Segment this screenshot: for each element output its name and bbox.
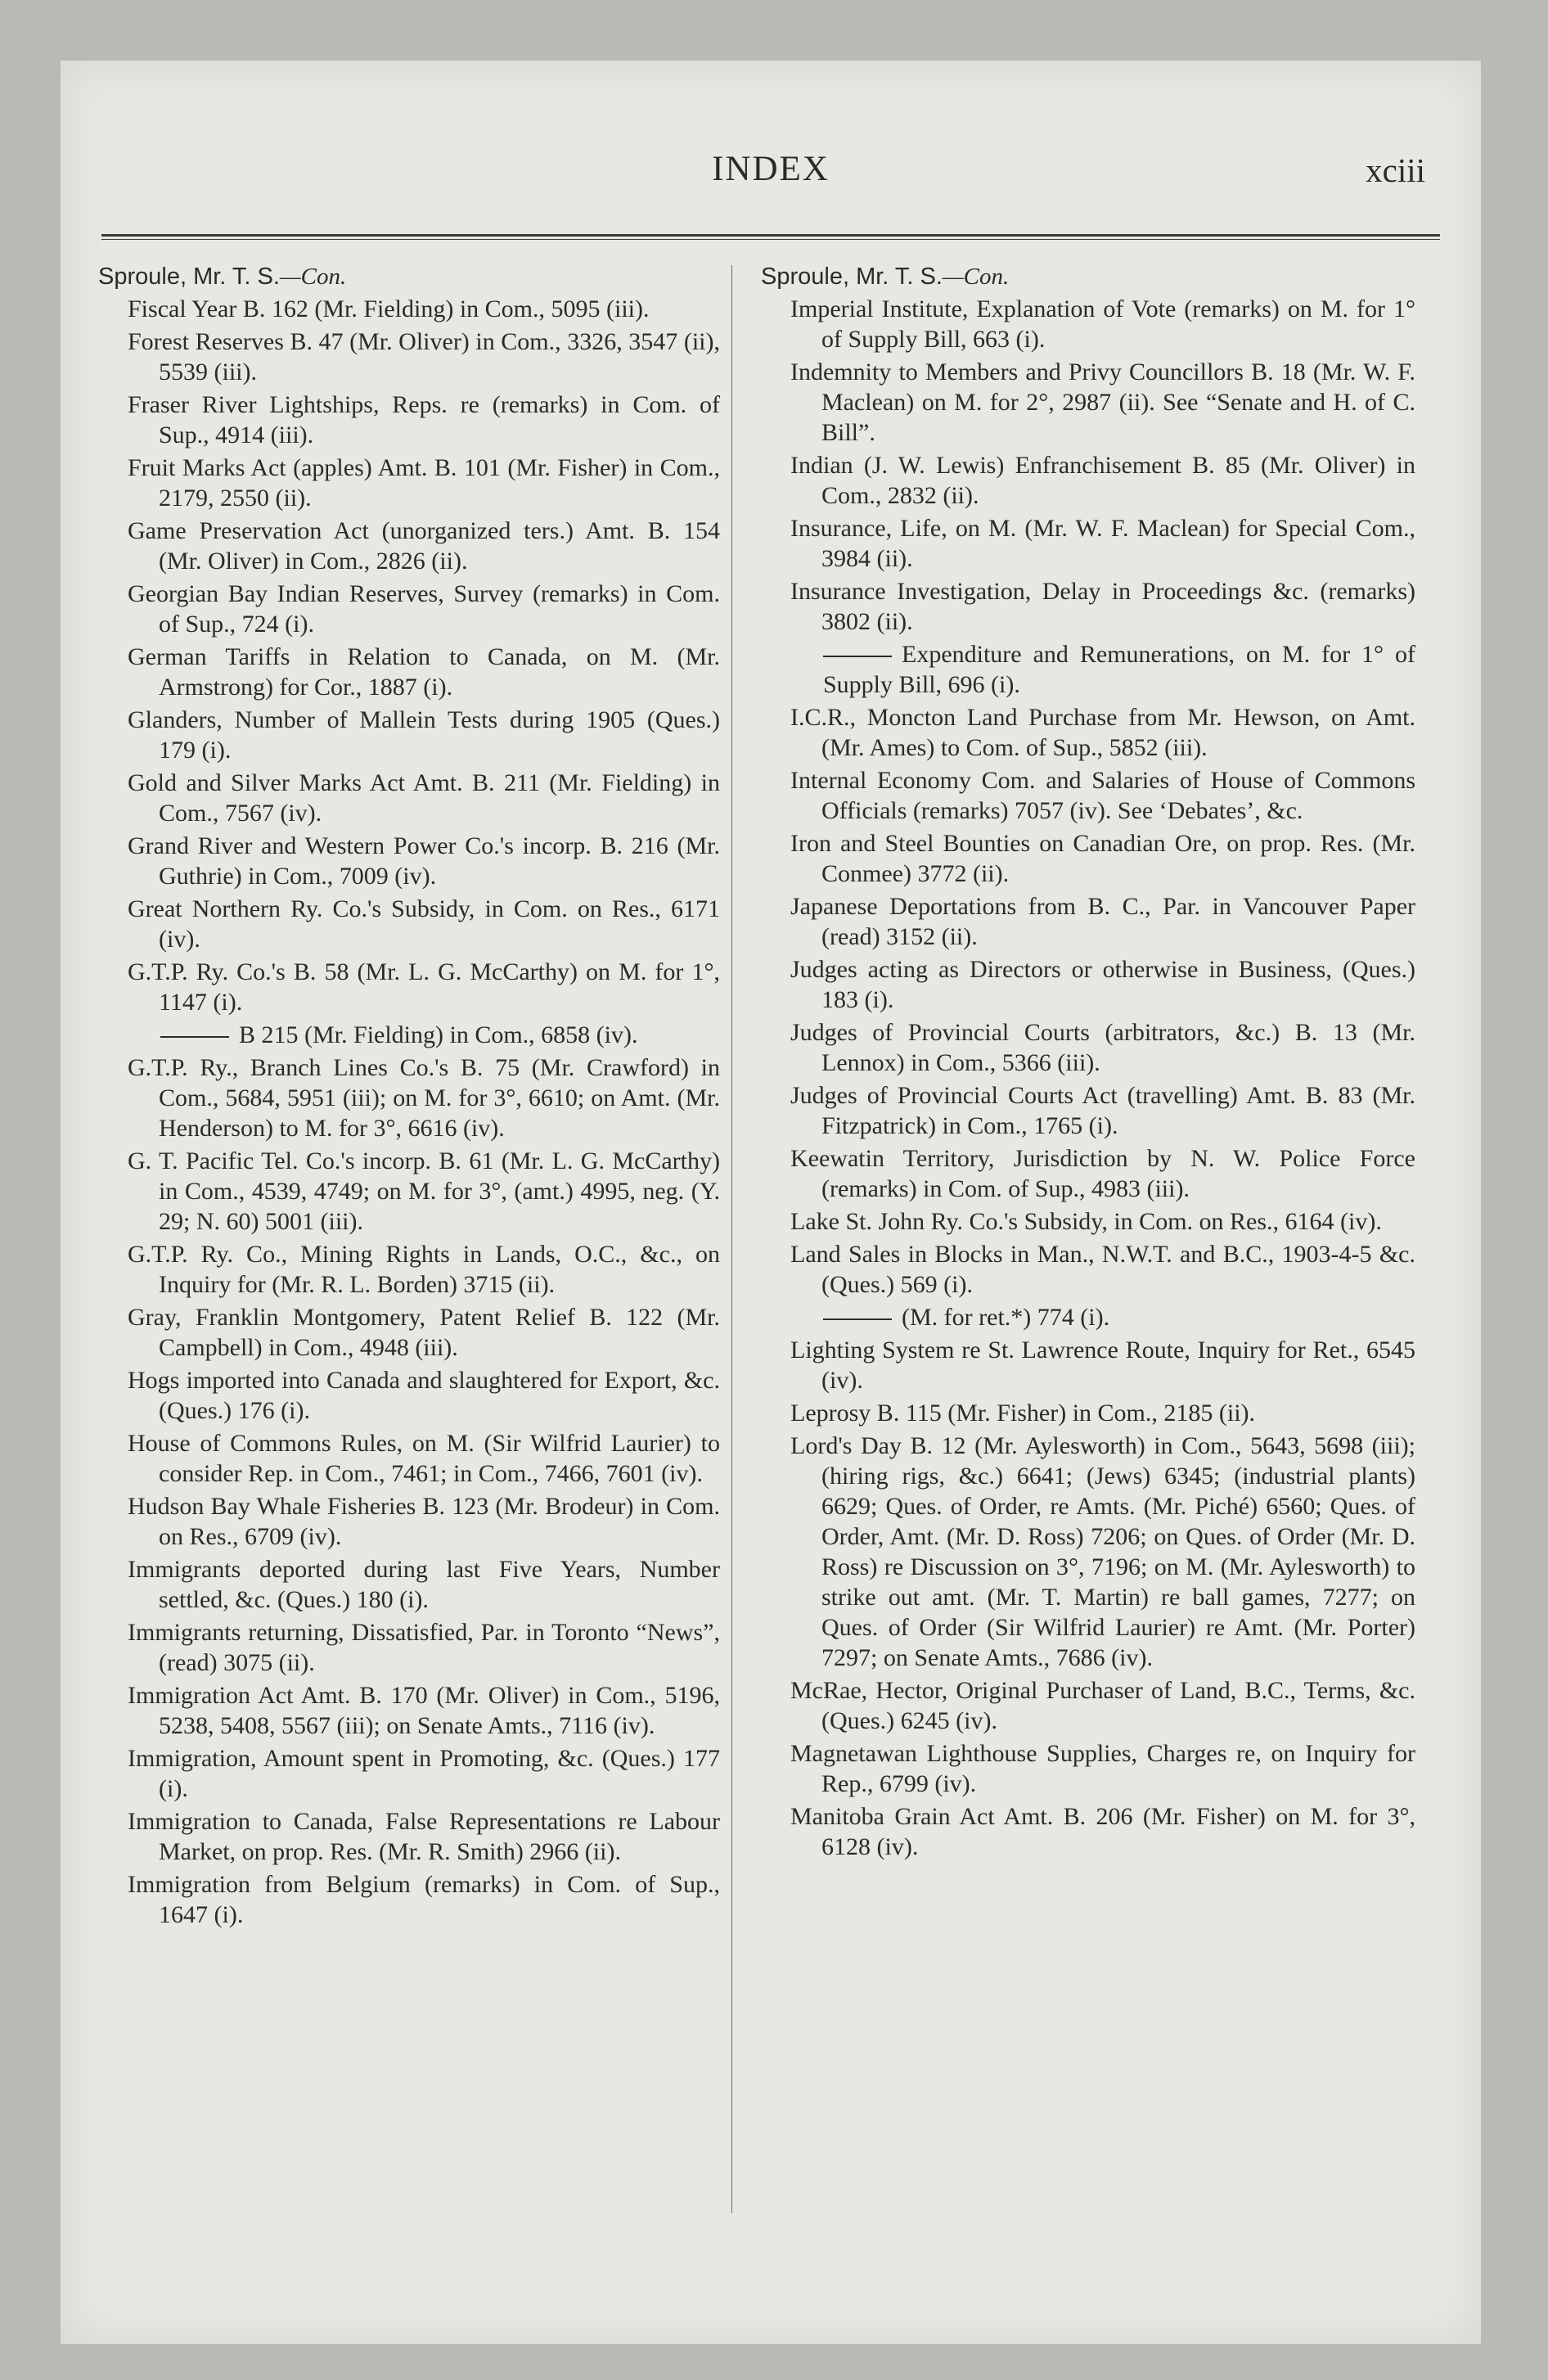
heading-name: Sproule, Mr. T. S. [98,264,280,290]
index-entry: Indemnity to Members and Privy Councillors B. 18 (Mr. W. F. Maclean) on M. for 2°, 2987 (ii). See “Senate and H. of C. Bill”. [790,358,1415,446]
page-number: xciii [1366,151,1425,189]
index-entry: G. T. Pacific Tel. Co.'s incorp. B. 61 (Mr. L. G. McCarthy) in Com., 4539, 4749; on M. for 3°, (amt.) 4995, neg. (Y. 29; N. 60) 5001 (iii). [128,1147,720,1235]
index-entry: Magnetawan Lighthouse Supplies, Charges re, on Inquiry for Rep., 6799 (iv). [790,1740,1415,1797]
page-title: INDEX [712,150,830,188]
index-entry: Grand River and Western Power Co.'s incorp. B. 216 (Mr. Guthrie) in Com., 7009 (iv). [128,832,720,890]
index-entry: Insurance, Life, on M. (Mr. W. F. Maclean) for Special Com., 3984 (ii). [790,515,1415,572]
index-entry: Glanders, Number of Mallein Tests during 1905 (Ques.) 179 (i). [128,706,720,764]
index-entry: Georgian Bay Indian Reserves, Survey (remarks) in Com. of Sup., 724 (i). [128,580,720,638]
right-column-heading [761,262,1415,292]
index-entry: Judges of Provincial Courts Act (travelling) Amt. B. 83 (Mr. Fitzpatrick) in Com., 1765 (i). [790,1082,1415,1139]
heading-continued: —Con. [942,264,1010,290]
index-entry: Expenditure and Remunerations, on M. for 1° of Supply Bill, 696 (i). [761,639,1415,700]
index-entry: Insurance Investigation, Delay in Proceedings &c. (remarks) 3802 (ii). [790,578,1415,635]
index-entry: Lighting System re St. Lawrence Route, Inquiry for Ret., 6545 (iv). [790,1336,1415,1394]
index-entry: Iron and Steel Bounties on Canadian Ore, on prop. Res. (Mr. Conmee) 3772 (ii). [790,830,1415,887]
index-entry: Fiscal Year B. 162 (Mr. Fielding) in Com., 5095 (iii). [128,295,650,322]
index-entry: Imperial Institute, Explanation of Vote (remarks) on M. for 1° of Supply Bill, 663 (i). [790,295,1415,353]
index-entry: Immigration, Amount spent in Promoting, &c. (Ques.) 177 (i). [128,1745,720,1802]
index-entry: Indian (J. W. Lewis) Enfranchisement B. 85 (Mr. Oliver) in Com., 2832 (ii). [790,452,1415,509]
index-entry: G.T.P. Ry., Branch Lines Co.'s B. 75 (Mr. Crawford) in Com., 5684, 5951 (iii); on M. for 3°, 6610; on Amt. (Mr. Henderson) to M. for 3°, 6616 (iv). [128,1054,720,1142]
index-entry: House of Commons Rules, on M. (Sir Wilfrid Laurier) to consider Rep. in Com., 7461; in Com., 7466, 7601 (iv). [128,1430,720,1487]
index-entry: Immigrants returning, Dissatisfied, Par. in Toronto “News”, (read) 3075 (ii). [128,1619,720,1676]
index-entry: German Tariffs in Relation to Canada, on M. (Mr. Armstrong) for Cor., 1887 (i). [128,643,720,701]
page-header [61,149,1481,206]
left-column-heading [98,262,720,292]
index-entry: Internal Economy Com. and Salaries of House of Commons Officials (remarks) 7057 (iv). See ‘Debates’, &c. [790,767,1415,824]
right-column [761,262,1415,1864]
index-entry: McRae, Hector, Original Purchaser of Land, B.C., Terms, &c. (Ques.) 6245 (iv). [790,1677,1415,1734]
index-entry: G.T.P. Ry. Co.'s B. 58 (Mr. L. G. McCarthy) on M. for 1°, 1147 (i). [128,958,720,1016]
left-column [98,262,720,1932]
index-entry: Hudson Bay Whale Fisheries B. 123 (Mr. Brodeur) in Com. on Res., 6709 (iv). [128,1493,720,1550]
index-entry: I.C.R., Moncton Land Purchase from Mr. Hewson, on Amt. (Mr. Ames) to Com. of Sup., 5852 (iii). [790,704,1415,761]
index-entry: B 215 (Mr. Fielding) in Com., 6858 (iv). [98,1020,720,1050]
index-entry: Fraser River Lightships, Reps. re (remarks) in Com. of Sup., 4914 (iii). [128,391,720,449]
index-entry: Manitoba Grain Act Amt. B. 206 (Mr. Fisher) on M. for 3°, 6128 (iv). [790,1803,1415,1860]
index-entry: Keewatin Territory, Jurisdiction by N. W. Police Force (remarks) in Com. of Sup., 4983 (iii). [790,1145,1415,1202]
index-entry: Leprosy B. 115 (Mr. Fisher) in Com., 2185 (ii). [790,1400,1256,1427]
index-entry: Hogs imported into Canada and slaughtered for Export, &c. (Ques.) 176 (i). [128,1367,720,1424]
index-entry: Game Preservation Act (unorganized ters.) Amt. B. 154 (Mr. Oliver) in Com., 2826 (ii). [128,517,720,575]
right-entries [761,294,1415,1862]
index-entry: Judges acting as Directors or otherwise in Business, (Ques.) 183 (i). [790,956,1415,1013]
index-entry: G.T.P. Ry. Co., Mining Rights in Lands, O.C., &c., on Inquiry for (Mr. R. L. Borden) 3715 (ii). [128,1241,720,1298]
index-page [61,61,1481,2344]
index-entry: Lake St. John Ry. Co.'s Subsidy, in Com. on Res., 6164 (iv). [790,1208,1382,1235]
index-entry: Japanese Deportations from B. C., Par. in Vancouver Paper (read) 3152 (ii). [790,893,1415,950]
header-rule [101,234,1440,240]
index-entry: Immigrants deported during last Five Years, Number settled, &c. (Ques.) 180 (i). [128,1556,720,1613]
column-divider [731,265,732,2213]
index-entry: Great Northern Ry. Co.'s Subsidy, in Com. on Res., 6171 (iv). [128,895,720,953]
index-entry: Forest Reserves B. 47 (Mr. Oliver) in Com., 3326, 3547 (ii), 5539 (iii). [128,328,720,385]
index-entry: Immigration to Canada, False Representations re Labour Market, on prop. Res. (Mr. R. Smith) 2966 (ii). [128,1808,720,1865]
index-entry: (M. for ret.*) 774 (i). [761,1302,1415,1332]
index-entry: Lord's Day B. 12 (Mr. Aylesworth) in Com., 5643, 5698 (iii); (hiring rigs, &c.) 6641; (Jews) 6345; (industrial plants) 6629; Ques. of Order, re Amts. (Mr. Piché) 6560; Ques. of Order, Amt. (Mr. D. Ross) 7206; on Ques. of Order (Mr. D. Ross) re Discussion on 3°, 7196; on M. (Mr. Aylesworth) to strike out amt. (Mr. T. Martin) re ball games, 7277; on Ques. of Order (Sir Wilfrid Laurier) re Amt. (Mr. Porter) 7297; on Senate Amts., 7686 (iv). [790,1432,1415,1671]
left-entries [98,294,720,1930]
index-entry: Gold and Silver Marks Act Amt. B. 211 (Mr. Fielding) in Com., 7567 (iv). [128,769,720,827]
heading-continued: —Con. [279,264,347,290]
index-entry: Immigration Act Amt. B. 170 (Mr. Oliver) in Com., 5196, 5238, 5408, 5567 (iii); on Senate Amts., 7116 (iv). [128,1682,720,1739]
heading-name: Sproule, Mr. T. S. [761,264,943,290]
index-entry: Land Sales in Blocks in Man., N.W.T. and B.C., 1903-4-5 &c. (Ques.) 569 (i). [790,1241,1415,1298]
index-entry: Gray, Franklin Montgomery, Patent Relief B. 122 (Mr. Campbell) in Com., 4948 (iii). [128,1304,720,1361]
index-entry: Immigration from Belgium (remarks) in Com. of Sup., 1647 (i). [128,1871,720,1928]
index-entry: Judges of Provincial Courts (arbitrators, &c.) B. 13 (Mr. Lennox) in Com., 5366 (iii). [790,1019,1415,1076]
index-entry: Fruit Marks Act (apples) Amt. B. 101 (Mr. Fisher) in Com., 2179, 2550 (ii). [128,454,720,512]
